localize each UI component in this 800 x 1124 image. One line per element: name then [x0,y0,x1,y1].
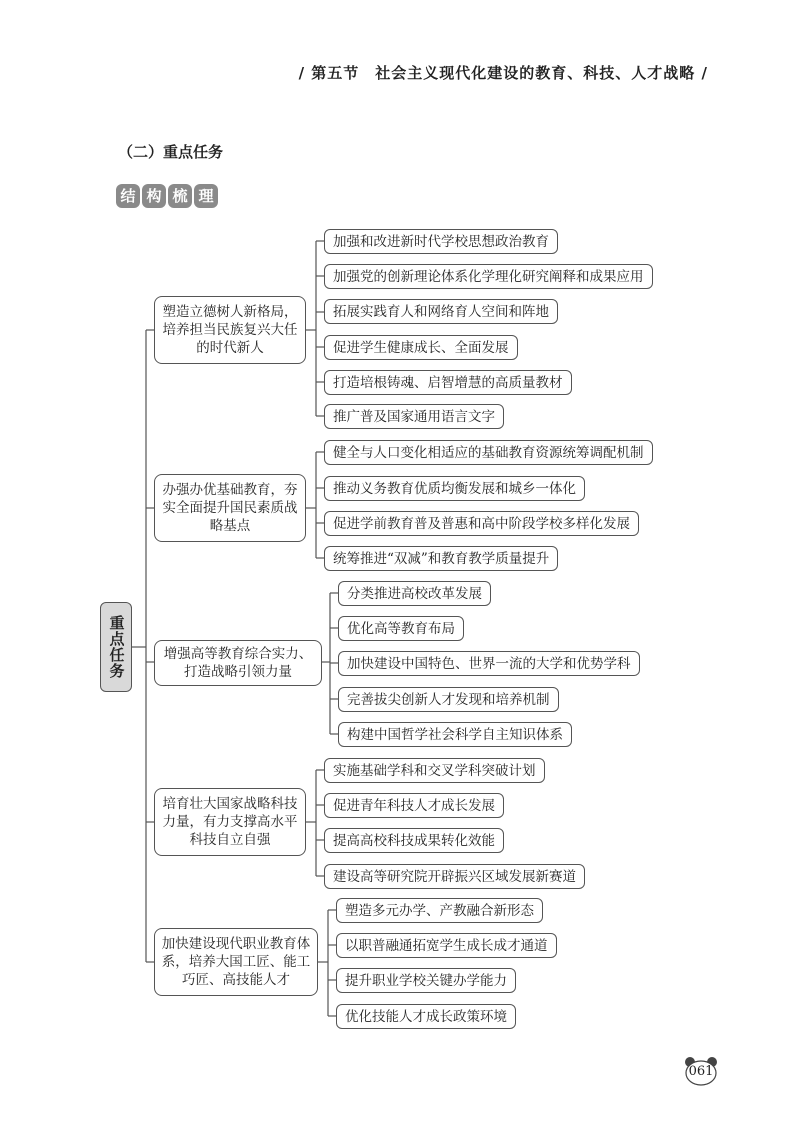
task-item: 促进学前教育普及普惠和高中阶段学校多样化发展 [324,511,639,536]
task-item: 完善拔尖创新人才发现和培养机制 [338,687,559,712]
chapter-header: / 第五节 社会主义现代化建设的教育、科技、人才战略 / [298,64,708,82]
task-item: 加强党的创新理论体系化学理化研究阐释和成果应用 [324,264,653,289]
task-item: 推动义务教育优质均衡发展和城乡一体化 [324,476,585,501]
task-item: 以职普融通拓宽学生成长成才通道 [336,933,557,958]
task-item: 实施基础学科和交叉学科突破计划 [324,758,545,783]
task-item: 促进学生健康成长、全面发展 [324,335,518,360]
page-number-text: 061 [688,1064,714,1079]
task-item: 优化技能人才成长政策环境 [336,1004,516,1029]
group-node: 培育壮大国家战略科技力量，有力支撑高水平科技自立自强 [154,788,306,856]
group-node: 增强高等教育综合实力、打造战略引领力量 [154,640,322,686]
task-item: 健全与人口变化相适应的基础教育资源统筹调配机制 [324,440,653,465]
task-item: 加强和改进新时代学校思想政治教育 [324,229,558,254]
task-item: 分类推进高校改革发展 [338,581,491,606]
group-node: 加快建设现代职业教育体系，培养大国工匠、能工巧匠、高技能人才 [154,928,318,996]
task-item: 提高高校科技成果转化效能 [324,828,504,853]
root-node: 重点任务 [100,602,132,692]
group-node: 办强办优基础教育，夯实全面提升国民素质战略基点 [154,474,306,542]
task-item: 推广普及国家通用语言文字 [324,404,504,429]
task-item: 塑造多元办学、产教融合新形态 [336,898,543,923]
page-number [684,1056,718,1086]
task-item: 建设高等研究院开辟振兴区域发展新赛道 [324,864,585,889]
task-item: 加快建设中国特色、世界一流的大学和优势学科 [338,651,640,676]
badge-char: 梳 [168,184,192,208]
badge-char: 结 [116,184,140,208]
task-item: 提升职业学校关键办学能力 [336,968,516,993]
task-item: 优化高等教育布局 [338,616,464,641]
task-item: 拓展实践育人和网络育人空间和阵地 [324,299,558,324]
section-title: （二）重点任务 [118,143,224,161]
group-node: 塑造立德树人新格局，培养担当民族复兴大任的时代新人 [154,296,306,364]
task-item: 促进青年科技人才成长发展 [324,793,504,818]
task-item: 打造培根铸魂、启智增慧的高质量教材 [324,370,572,395]
task-item: 统筹推进“双减”和教育教学质量提升 [324,546,558,571]
badge-char: 构 [142,184,166,208]
badge-char: 理 [194,184,218,208]
task-item: 构建中国哲学社会科学自主知识体系 [338,722,572,747]
